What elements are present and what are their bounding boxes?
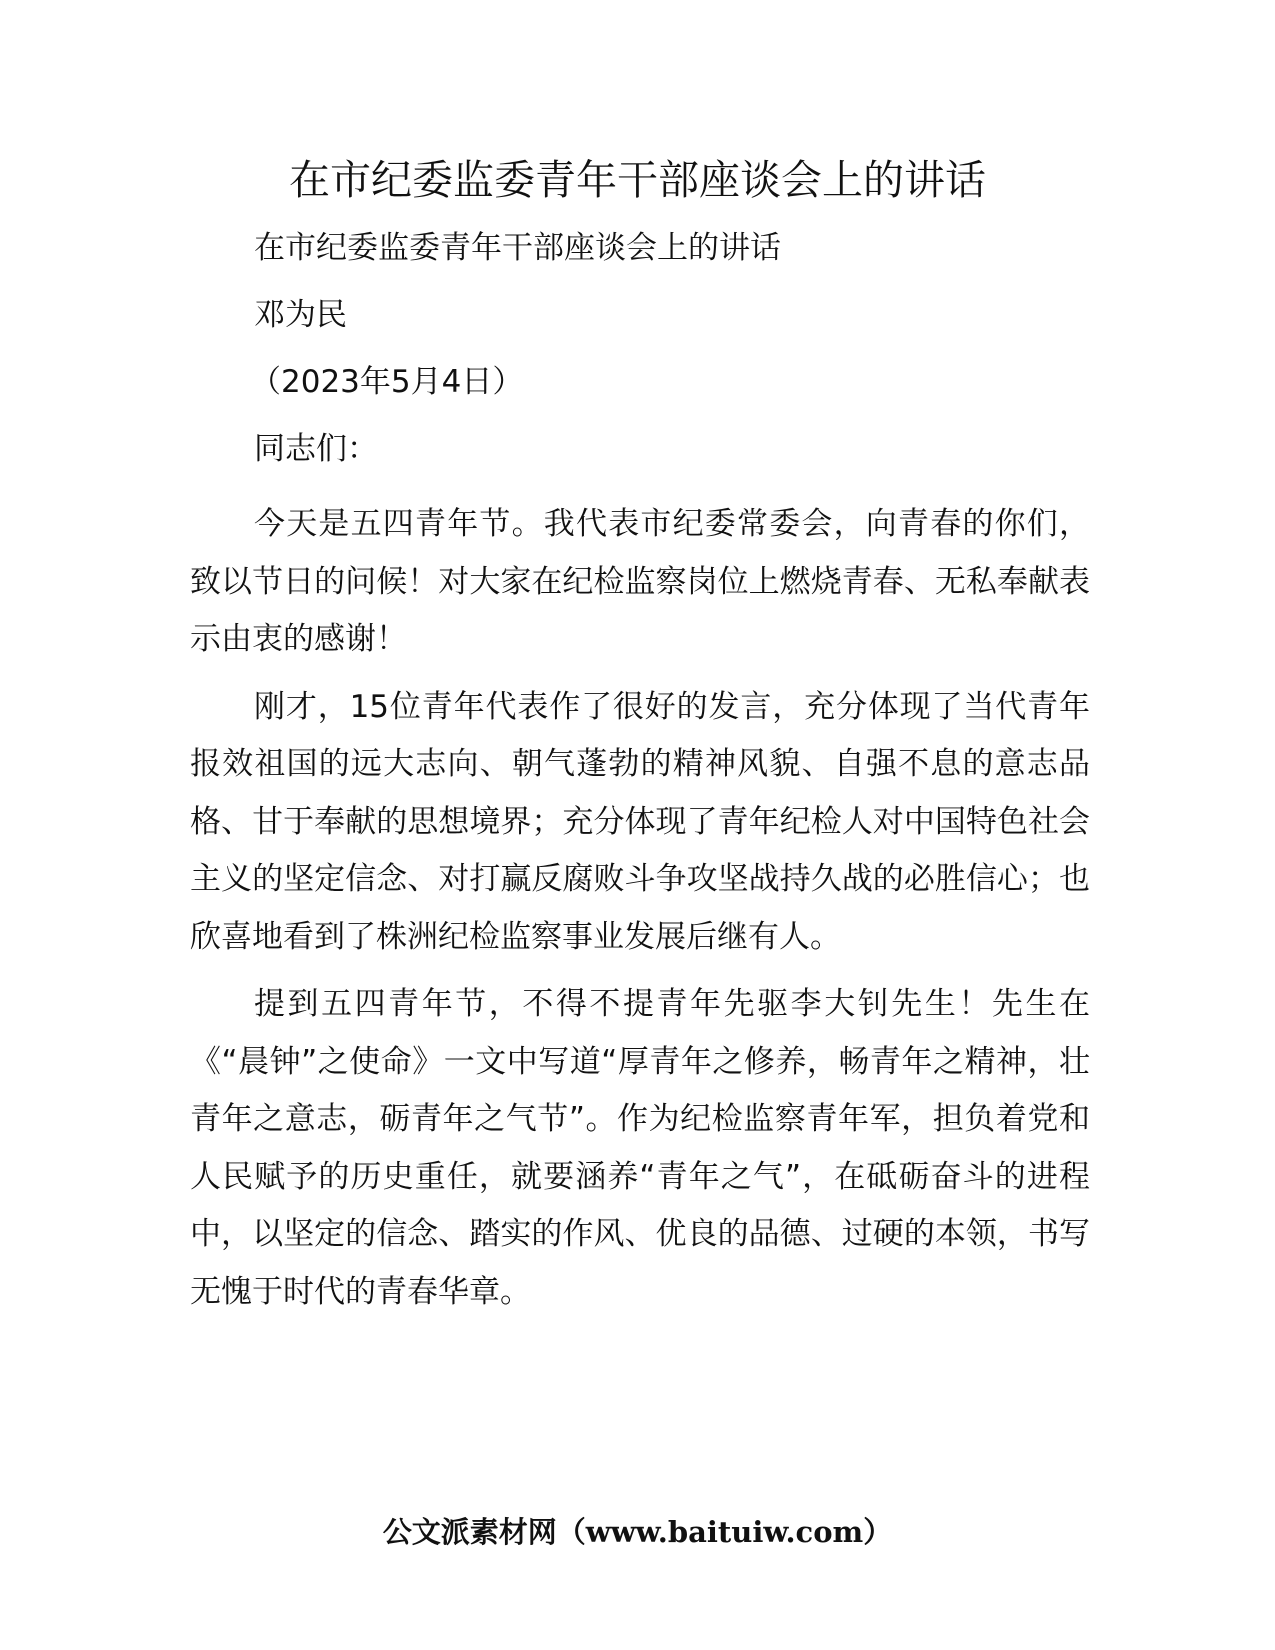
speech-date: （2023年5月4日） (250, 364, 524, 400)
page-title: 在市纪委监委青年干部座谈会上的讲话 (289, 156, 986, 204)
paragraph-3: 提到五四青年节，不得不提青年先驱李大钊先生！先生在《“晨钟”之使命》一文中写道“厚青年之修养，畅青年之精神，壮青年之意志，砺青年之气节”。作为纪检监察青年军，担负着党和人民赋予的历史重任，就要涵养“青年之气”，在砥砺奋斗的进程中，以坚定的信念、踏实的作风、优良的品德、过硬的本领，书写无愧于时代的青春华章。 (190, 986, 1090, 1310)
paragraph-1: 今天是五四青年节。我代表市纪委常委会，向青春的你们，致以节日的问候！对大家在纪检监察岗位上燃烧青春、无私奉献表示由衷的感谢！ (190, 506, 1090, 657)
paragraph-2: 刚才，15位青年代表作了很好的发言，充分体现了当代青年报效祖国的远大志向、朝气蓬勃的精神风貌、自强不息的意志品格、甘于奉献的思想境界；充分体现了青年纪检人对中国特色社会主义的坚定信念、对打赢反腐败斗争攻坚战持久战的必胜信心；也欣喜地看到了株洲纪检监察事业发展后继有人。 (190, 688, 1090, 955)
subtitle: 在市纪委监委青年干部座谈会上的讲话 (254, 230, 781, 266)
salutation: 同志们： (254, 431, 378, 467)
author: 邓为民 (254, 297, 347, 333)
document-body (190, 228, 1090, 1331)
footer-watermark: 公文派素材网（www.baituiw.com） (382, 1515, 893, 1549)
